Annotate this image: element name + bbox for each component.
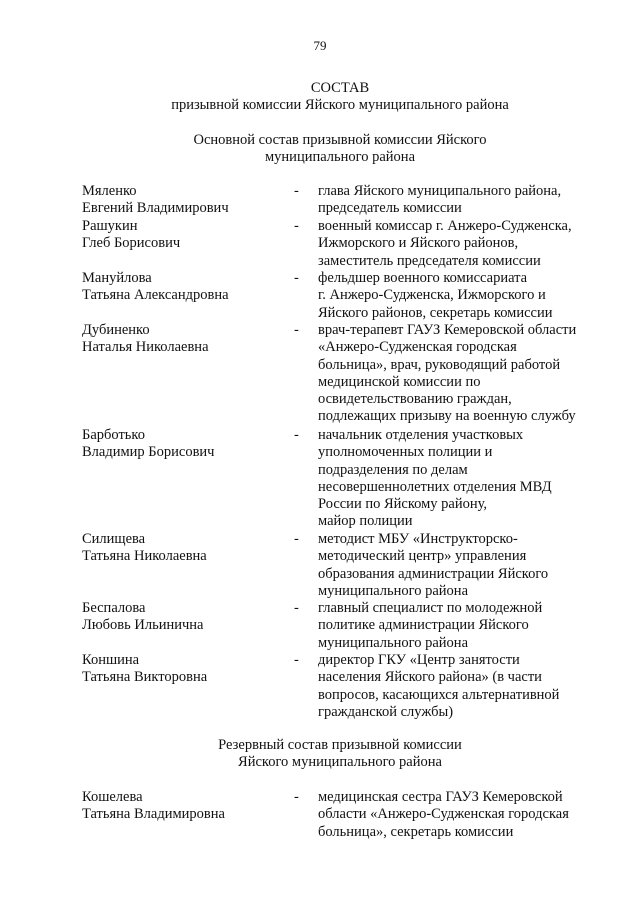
member-role — [318, 322, 588, 426]
member-given-name: Татьяна Владимировна — [82, 806, 225, 823]
member-role — [318, 183, 588, 218]
member-surname: Мяленко — [82, 183, 137, 199]
role-line: населения Яйского района» (в части — [318, 669, 542, 686]
role-line: фельдшер военного комиссариата — [318, 270, 528, 286]
member-name — [82, 322, 294, 426]
role-line: больница», секретарь комиссии — [318, 823, 514, 840]
role-line: военный комиссар г. Анжеро-Судженска, — [318, 218, 572, 234]
member-role — [318, 789, 588, 841]
member-surname: Рашукин — [82, 218, 138, 234]
member-row — [82, 789, 588, 841]
member-dash: - — [294, 531, 299, 547]
member-surname: Коншина — [82, 652, 140, 668]
role-line: гражданской службы) — [318, 703, 454, 720]
member-surname: Кошелева — [82, 789, 143, 805]
reserve-heading-line-1: Резервный состав призывной комиссии — [218, 737, 462, 753]
member-dash: - — [294, 218, 299, 234]
member-given-name: Любовь Ильинична — [82, 617, 204, 634]
member-row — [82, 531, 588, 600]
role-line: председатель комиссии — [318, 200, 462, 217]
member-dash: - — [294, 652, 299, 668]
role-line: вопросов, касающихся альтернативной — [318, 686, 560, 703]
role-line: образования администрации Яйского — [318, 565, 549, 582]
role-line: заместитель председателя комиссии — [318, 252, 541, 269]
main-heading-line-2: муниципального района — [265, 149, 415, 166]
member-dash: - — [294, 270, 299, 286]
role-line: методический центр» управления — [318, 548, 527, 565]
role-line: «Анжеро-Судженская городская — [318, 339, 517, 356]
member-dash: - — [294, 600, 299, 616]
member-dash: - — [294, 789, 299, 805]
member-row — [82, 600, 588, 652]
member-name — [82, 427, 294, 531]
member-row — [82, 183, 588, 218]
member-row — [82, 270, 588, 322]
member-role — [318, 270, 588, 322]
member-surname: Силищева — [82, 531, 146, 547]
role-line: директор ГКУ «Центр занятости — [318, 652, 520, 668]
member-row — [82, 652, 588, 721]
member-role — [318, 600, 588, 652]
role-line: политике администрации Яйского — [318, 617, 529, 634]
member-given-name: Глеб Борисович — [82, 235, 181, 252]
member-row — [82, 322, 588, 426]
role-line: подразделения по делам — [318, 461, 468, 478]
member-given-name: Татьяна Александровна — [82, 287, 229, 304]
member-surname: Дубиненко — [82, 322, 150, 338]
member-dash: - — [294, 183, 299, 199]
member-name — [82, 789, 294, 841]
member-role — [318, 652, 588, 721]
role-line: освидетельствованию граждан, — [318, 391, 512, 408]
main-heading-line-1: Основной состав призывной комиссии Яйского — [193, 132, 487, 148]
member-dash: - — [294, 322, 299, 338]
member-name — [82, 600, 294, 652]
member-role — [318, 218, 588, 270]
member-given-name: Евгений Владимирович — [82, 200, 229, 217]
role-line: муниципального района — [318, 634, 468, 651]
role-line: области «Анжеро-Судженская городская — [318, 806, 569, 823]
role-line: подлежащих призыву на военную службу — [318, 408, 576, 425]
role-line: больница», врач, руководящий работой — [318, 356, 561, 373]
member-dash: - — [294, 427, 299, 443]
role-line: Ижморского и Яйского районов, — [318, 235, 519, 252]
role-line: методист МБУ «Инструкторско- — [318, 531, 518, 547]
role-line: глава Яйского муниципального района, — [318, 183, 562, 199]
member-name — [82, 218, 294, 270]
member-name — [82, 183, 294, 218]
role-line: врач-терапевт ГАУЗ Кемеровской области — [318, 322, 577, 338]
member-role — [318, 531, 588, 600]
member-given-name: Татьяна Николаевна — [82, 548, 207, 565]
role-line: уполномоченных полиции и — [318, 444, 493, 461]
member-given-name: Татьяна Викторовна — [82, 669, 208, 686]
member-surname: Барботько — [82, 427, 145, 443]
member-row — [82, 218, 588, 270]
title-line-1: СОСТАВ — [310, 80, 370, 96]
member-given-name: Владимир Борисович — [82, 444, 215, 461]
role-line: начальник отделения участковых — [318, 427, 524, 443]
role-line: главный специалист по молодежной — [318, 600, 543, 616]
role-line: несовершеннолетних отделения МВД — [318, 478, 552, 495]
member-role — [318, 427, 588, 531]
title-line-2: призывной комиссии Яйского муниципального района — [171, 97, 509, 114]
page-number: 79 — [313, 38, 327, 53]
role-line: г. Анжеро-Судженска, Ижморского и — [318, 287, 546, 304]
role-line: майор полиции — [318, 513, 413, 530]
member-name — [82, 270, 294, 322]
reserve-section-heading — [60, 737, 620, 772]
member-name — [82, 652, 294, 721]
member-name — [82, 531, 294, 600]
member-surname: Беспалова — [82, 600, 146, 616]
role-line: России по Яйскому району, — [318, 496, 488, 513]
role-line: медицинской комиссии по — [318, 373, 481, 390]
role-line: муниципального района — [318, 582, 468, 599]
member-row — [82, 427, 588, 531]
role-line: медицинская сестра ГАУЗ Кемеровской — [318, 789, 563, 805]
role-line: Яйского районов, секретарь комиссии — [318, 304, 553, 321]
member-given-name: Наталья Николаевна — [82, 339, 209, 356]
member-surname: Мануйлова — [82, 270, 152, 286]
reserve-heading-line-2: Яйского муниципального района — [238, 754, 442, 771]
